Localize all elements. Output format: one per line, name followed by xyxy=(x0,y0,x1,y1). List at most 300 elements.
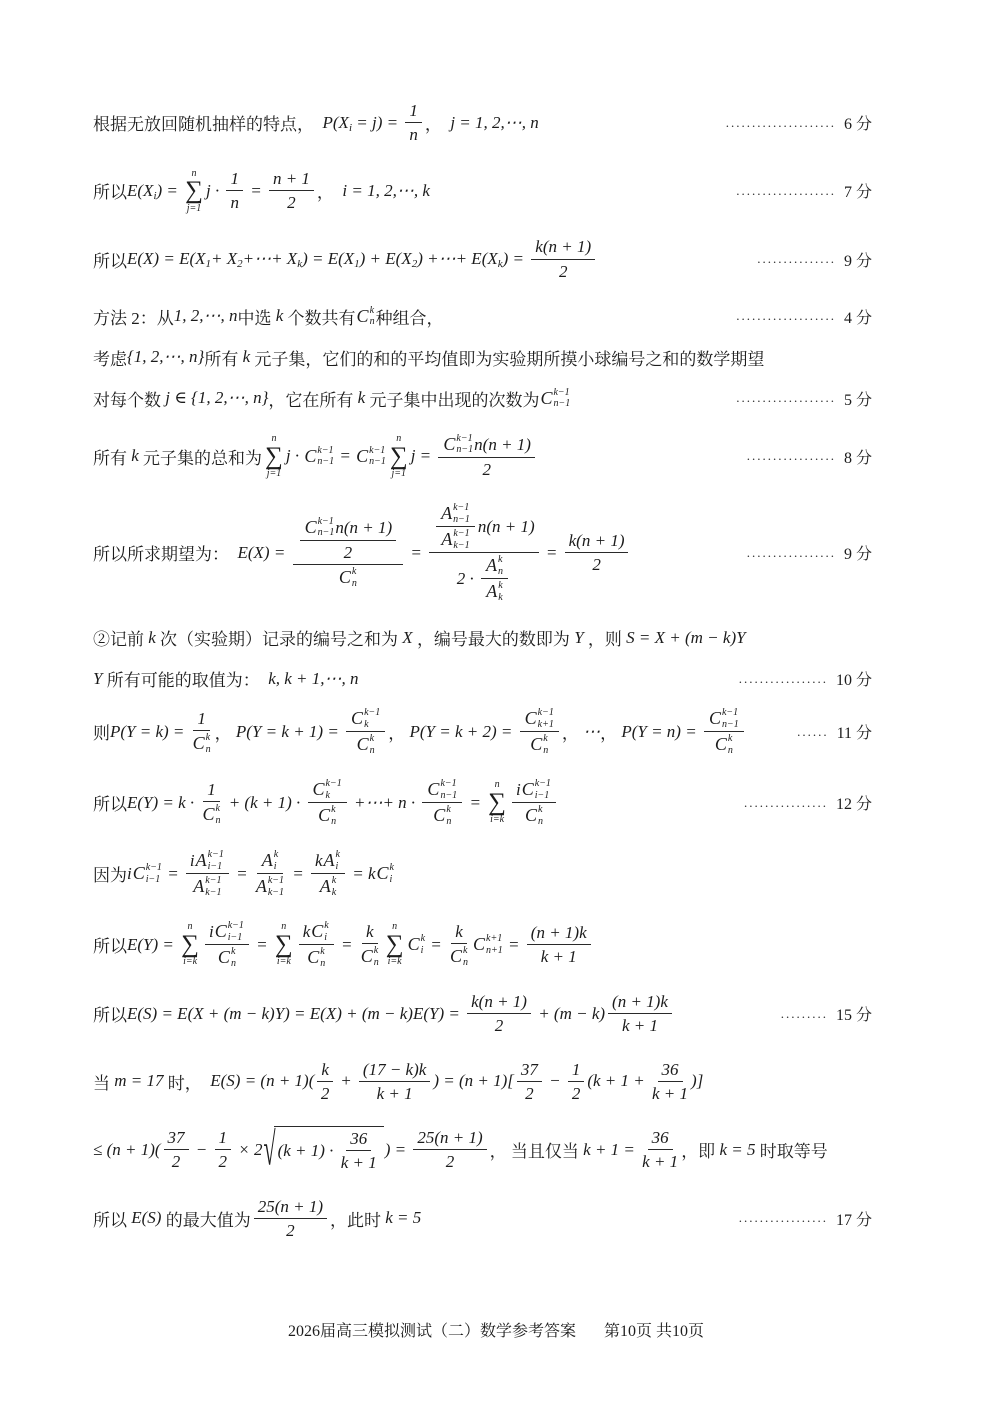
math-text: 2 xyxy=(445,1152,455,1172)
math-text: k(n + 1) xyxy=(471,992,527,1011)
math-text: = xyxy=(465,792,486,812)
solution-line-16 xyxy=(93,1059,872,1105)
combinatorial-symbol: C k−1 k xyxy=(351,707,381,730)
combinatorial-symbol: C k−1 k xyxy=(312,778,342,801)
score-mark: 8 分 xyxy=(843,449,872,467)
math-text: n(n + 1) xyxy=(477,516,535,536)
math-line xyxy=(93,304,444,329)
combinatorial-symbol: C k n xyxy=(318,804,337,827)
combinatorial-symbol: C k n xyxy=(433,804,452,827)
score-mark: 10 分 xyxy=(835,672,872,689)
solution-line-3 xyxy=(93,236,872,282)
combinatorial-symbol: C k i xyxy=(376,862,394,885)
dot-leader: ................... xyxy=(736,308,836,324)
score-mark: 15 分 xyxy=(835,1007,872,1025)
combinatorial-symbol: C k−1 n−1 xyxy=(443,432,474,456)
summation-icon: n ∑ j=1 xyxy=(185,167,203,214)
fraction xyxy=(205,920,249,969)
math-line xyxy=(93,168,430,215)
fraction xyxy=(215,1127,232,1173)
text-run: ，它在所有 xyxy=(268,390,354,410)
math-text: k xyxy=(365,921,374,941)
combinatorial-symbol: C k−1 n−1 xyxy=(304,515,335,539)
score-mark: 5 分 xyxy=(843,391,872,409)
math-text: S = X + (m − k)Y xyxy=(621,627,746,647)
math-text: k + 1 xyxy=(642,1152,679,1172)
math-text: 36 xyxy=(350,1129,368,1148)
text-run: 对每个数 xyxy=(93,390,161,410)
text-run: ，此时 xyxy=(330,1210,382,1230)
math-group xyxy=(190,849,225,872)
dot-leader: ................. xyxy=(738,670,828,686)
solution-line-15 xyxy=(93,991,872,1037)
math-text: − xyxy=(191,1139,212,1159)
math-text: P(X xyxy=(322,112,349,132)
math-text: (k + 1 + xyxy=(587,1071,649,1091)
math-text: 2 xyxy=(171,1152,181,1172)
math-text: = xyxy=(426,934,447,954)
math-text: ) + E(X xyxy=(359,249,412,268)
math-text: + (k + 1) · xyxy=(224,792,305,812)
math-line xyxy=(93,778,559,827)
math-text: 2 xyxy=(592,555,601,574)
solution-line-1 xyxy=(93,100,872,146)
math-line xyxy=(93,920,594,969)
text-run: 当 xyxy=(93,1073,110,1093)
math-text: (17 − k)k xyxy=(362,1059,427,1079)
combinatorial-symbol: C k n xyxy=(714,733,733,756)
fraction xyxy=(517,1059,542,1105)
solution-line-10 xyxy=(93,666,872,691)
math-text: k, k + 1,⋯, n xyxy=(259,668,359,688)
math-line xyxy=(93,991,675,1037)
solution-line-11 xyxy=(93,707,872,756)
math-text: P(Y = k + 2) = xyxy=(409,721,517,741)
combinatorial-symbol: C k+1 n+1 xyxy=(473,933,503,956)
fraction xyxy=(436,502,475,551)
math-text: = xyxy=(406,542,427,562)
fraction xyxy=(269,168,314,214)
combinatorial-symbol: C k i xyxy=(407,933,426,956)
combinatorial-symbol: C k n xyxy=(356,304,375,328)
math-text: E(X xyxy=(127,180,154,200)
fraction xyxy=(565,530,629,576)
math-text: k xyxy=(302,921,311,941)
fraction xyxy=(346,707,385,756)
combinatorial-symbol: A k−1 k−1 xyxy=(193,875,222,898)
subscript: i xyxy=(153,189,157,202)
math-text: ⋯ xyxy=(583,721,601,741)
fraction xyxy=(608,991,672,1037)
combinatorial-symbol: C k−1 n−1 xyxy=(427,778,458,801)
subscript: i xyxy=(348,121,352,134)
math-text: 1 xyxy=(409,101,418,120)
solution-line-4 xyxy=(93,304,872,329)
dot-leader: ................... xyxy=(736,390,836,406)
dot-leader: ................. xyxy=(746,544,836,560)
fraction xyxy=(359,1059,430,1105)
math-text: = xyxy=(541,542,562,562)
math-text: 1 xyxy=(230,169,239,189)
text-run: 方法 2：从 xyxy=(93,308,174,328)
math-text: + X xyxy=(211,249,238,268)
solution-line-14 xyxy=(93,920,872,969)
math-text: j · xyxy=(285,446,304,466)
score-mark: 11 分 xyxy=(836,725,872,742)
math-text: 2 xyxy=(571,1083,581,1103)
math-text: = xyxy=(162,863,183,883)
math-text: 1, 2,⋯, n xyxy=(173,306,238,326)
math-text: 2 xyxy=(482,459,491,479)
text-run: 所以 xyxy=(93,1006,127,1026)
math-line xyxy=(93,100,539,146)
subscript: k xyxy=(497,258,503,270)
math-line xyxy=(93,625,746,650)
combinatorial-symbol: C k−1 k+1 xyxy=(524,707,554,730)
text-run: 所有 xyxy=(204,349,239,369)
square-root xyxy=(263,1122,384,1175)
text-run: ，则 xyxy=(587,630,622,649)
math-text: 2 xyxy=(218,1152,228,1172)
math-text: 36 xyxy=(661,1059,679,1079)
math-text: n(n + 1) xyxy=(335,517,393,537)
math-text: 1 xyxy=(197,708,206,728)
combinatorial-symbol: A k−1 i−1 xyxy=(195,849,224,872)
text-run: 的最大值为 xyxy=(165,1210,251,1230)
text-run: 时取等号 xyxy=(759,1142,828,1162)
page-footer xyxy=(0,1318,992,1341)
text-run: 元子集，它们的和的平均值即为实验期所摸小球编号之和的数学期望 xyxy=(254,349,765,369)
math-text: 2 xyxy=(558,261,568,281)
text-run: 种组合， xyxy=(375,308,444,328)
math-text: E(X) = xyxy=(229,542,290,562)
fraction xyxy=(254,1196,327,1242)
math-text: 37 xyxy=(520,1059,538,1079)
math-text: ) +⋯+ E(X xyxy=(417,249,498,268)
radical-icon: √ xyxy=(263,1122,276,1175)
math-text: (n + 1)k xyxy=(612,992,668,1011)
text-run: ， xyxy=(388,724,410,743)
combinatorial-symbol: C k−1 n−1 xyxy=(356,444,386,468)
math-text: {1, 2,⋯, n} xyxy=(127,347,205,367)
score-mark: 12 分 xyxy=(835,796,872,813)
fraction xyxy=(299,920,334,969)
math-text: n xyxy=(230,193,239,213)
math-text: E(S) = E(X + (m − k)Y) = E(X) + (m − k)E(Y) = xyxy=(127,1003,465,1023)
combinatorial-symbol: A k−1 n−1 xyxy=(441,502,470,525)
combinatorial-symbol: C k−1 i−1 xyxy=(132,862,162,885)
fraction xyxy=(405,100,422,146)
math-text: k xyxy=(127,446,144,466)
math-text: 36 xyxy=(651,1128,669,1147)
math-text: k xyxy=(144,627,161,647)
math-text: n xyxy=(409,125,418,145)
solution-line-7 xyxy=(93,433,872,480)
summation-icon: n ∑ i=k xyxy=(181,921,199,968)
combinatorial-symbol: C k i xyxy=(311,920,329,943)
fraction xyxy=(164,1127,189,1173)
math-text: (k + 1) · xyxy=(277,1140,338,1160)
score-mark: 9 分 xyxy=(843,546,872,563)
text-run: 所有可能的取值为： xyxy=(106,671,260,690)
math-text: k xyxy=(315,850,323,870)
math-group xyxy=(315,849,341,872)
fraction xyxy=(201,779,221,826)
math-text: Y xyxy=(569,627,588,647)
math-text: Y xyxy=(93,668,107,688)
math-line xyxy=(93,1122,828,1175)
math-text: k + 1 = xyxy=(578,1139,640,1159)
math-text: 25(n + 1) xyxy=(417,1128,483,1147)
math-text: 2 xyxy=(343,542,353,562)
math-line xyxy=(93,236,598,282)
math-text: P(Y = n) = xyxy=(621,721,701,741)
math-text: +⋯+ n · xyxy=(349,792,420,812)
fraction xyxy=(186,849,229,898)
subscript: 1 xyxy=(354,258,360,270)
fraction xyxy=(449,921,469,968)
math-text: k + 1 xyxy=(652,1083,689,1103)
solution-line-2 xyxy=(93,168,872,215)
math-text: 25(n + 1) xyxy=(257,1196,324,1216)
text-run: ②记前 xyxy=(93,630,144,649)
fraction xyxy=(255,849,285,898)
combinatorial-symbol: C k−1 i−1 xyxy=(214,920,244,943)
dot-leader: ................ xyxy=(743,794,828,810)
text-run: 所有 xyxy=(93,448,127,468)
subscript: 2 xyxy=(411,258,418,270)
math-text: 1 xyxy=(218,1128,228,1147)
math-group xyxy=(433,502,535,551)
math-text: ) = E(X xyxy=(302,249,355,268)
math-text: k + 1 xyxy=(376,1083,413,1103)
text-run: ， xyxy=(316,183,334,203)
fraction xyxy=(192,708,212,755)
math-text: +⋯+ X xyxy=(242,249,298,268)
combinatorial-symbol: C k n xyxy=(450,945,469,968)
fraction xyxy=(467,991,531,1037)
text-run: 所以 xyxy=(93,937,127,956)
text-run: 则 xyxy=(93,724,110,743)
solution-line-17 xyxy=(93,1122,872,1175)
dot-leader: ............... xyxy=(757,251,836,266)
math-text: ) = xyxy=(502,249,529,268)
text-run: 时， xyxy=(167,1073,202,1093)
text-run: 所以所求期望为： xyxy=(93,545,229,564)
subscript: 1 xyxy=(205,258,211,270)
math-text: E(S) xyxy=(127,1208,166,1228)
combinatorial-symbol: C k−1 i−1 xyxy=(521,778,551,801)
summation-icon: n ∑ i=k xyxy=(488,779,506,826)
fraction xyxy=(481,554,508,603)
fraction xyxy=(568,1059,585,1105)
math-text: = xyxy=(251,934,272,954)
math-line xyxy=(93,433,538,480)
math-text: (n + 1)k xyxy=(530,922,587,942)
fraction xyxy=(527,922,591,968)
text-run: ，编号最大的数即为 xyxy=(416,630,570,649)
footer-title: 2026届高三模拟测试（二）数学参考答案 xyxy=(287,1323,576,1340)
combinatorial-symbol: C k−1 n−1 xyxy=(708,707,739,730)
fraction xyxy=(531,236,595,282)
math-group xyxy=(442,433,531,456)
fraction xyxy=(642,1127,678,1173)
math-line xyxy=(93,345,764,370)
fraction xyxy=(413,1127,486,1173)
fraction xyxy=(293,516,404,589)
math-text: n(n + 1) xyxy=(474,434,531,454)
math-text: j = xyxy=(410,446,436,466)
math-text: = xyxy=(335,446,356,466)
fraction xyxy=(704,707,744,756)
math-text: 1 xyxy=(571,1059,581,1079)
subscript: k xyxy=(297,258,303,270)
math-text: i xyxy=(189,850,195,870)
combinatorial-symbol: A k k xyxy=(319,875,337,898)
math-group xyxy=(304,516,393,539)
math-line xyxy=(93,1196,421,1242)
math-text: n + 1 xyxy=(272,169,310,189)
combinatorial-symbol: C k n xyxy=(524,804,543,827)
combinatorial-symbol: C k−1 n−1 xyxy=(304,444,335,468)
math-line xyxy=(93,386,571,411)
math-text: = k xyxy=(348,863,376,883)
math-text: P(Y = k) = xyxy=(110,721,189,741)
fraction xyxy=(429,502,539,603)
text-run: ， xyxy=(561,724,584,743)
math-text: 1 xyxy=(207,779,216,799)
math-line xyxy=(93,707,747,756)
math-text: m = 17 xyxy=(110,1071,168,1091)
dot-leader: ...... xyxy=(797,723,829,739)
math-text: i xyxy=(208,921,214,941)
math-text: k = 5 xyxy=(715,1139,760,1159)
combinatorial-symbol: C k n xyxy=(217,946,236,969)
math-text: 37 xyxy=(167,1128,185,1147)
combinatorial-symbol: A k i xyxy=(261,849,279,872)
text-run: 所以 xyxy=(93,795,127,814)
text-run: 次（实验期）记录的编号之和为 xyxy=(160,630,399,649)
math-text: E(X) = E(X xyxy=(127,249,206,268)
math-text: k + 1 xyxy=(340,1153,377,1173)
math-text: j ∈ {1, 2,⋯, n} xyxy=(161,388,269,408)
text-run: 考虑 xyxy=(93,349,127,369)
math-text: k(n + 1) xyxy=(535,237,592,257)
score-mark: 17 分 xyxy=(835,1211,872,1229)
combinatorial-symbol: A k i xyxy=(323,849,340,872)
fraction xyxy=(311,849,345,898)
math-text: k xyxy=(238,347,255,367)
text-run: ，即 xyxy=(681,1142,716,1162)
summation-icon: n ∑ i=k xyxy=(385,921,404,968)
text-run: 个数共有 xyxy=(287,308,356,328)
math-group xyxy=(278,1128,380,1174)
math-text: = xyxy=(288,863,308,883)
text-run: 所以 xyxy=(93,1210,127,1230)
math-text: k + 1 xyxy=(621,1016,658,1036)
text-run: 当且仅当 xyxy=(510,1142,579,1162)
fraction xyxy=(512,778,556,827)
math-text: i xyxy=(127,863,132,883)
score-mark: 9 分 xyxy=(843,252,872,270)
combinatorial-symbol: C k n xyxy=(530,733,549,756)
solution-line-9 xyxy=(93,625,872,650)
footer-page-number: 第10页 共10页 xyxy=(604,1323,705,1340)
combinatorial-symbol: C k n xyxy=(360,945,379,968)
fraction xyxy=(360,921,380,968)
math-group xyxy=(457,554,511,603)
math-text: )] xyxy=(691,1071,704,1091)
fraction xyxy=(438,433,535,480)
fraction xyxy=(422,778,462,827)
math-text: 2 xyxy=(494,1016,504,1036)
math-line xyxy=(93,502,631,603)
math-text: j · xyxy=(205,180,224,200)
math-group xyxy=(209,920,245,943)
text-run: 元子集的总和为 xyxy=(143,448,263,468)
summation-icon: n ∑ i=k xyxy=(274,921,293,968)
math-line xyxy=(93,849,395,898)
fraction xyxy=(308,778,347,827)
dot-leader: ................. xyxy=(746,448,836,464)
score-mark: 6 分 xyxy=(843,116,872,134)
math-text: k(n + 1) xyxy=(568,530,625,550)
solution-line-8 xyxy=(93,502,872,603)
math-text: P(Y = k + 1) = xyxy=(235,721,344,741)
math-group xyxy=(516,778,552,801)
math-text: k xyxy=(321,1059,329,1079)
text-run: ， xyxy=(214,724,236,743)
combinatorial-symbol: A k−1 k−1 xyxy=(441,528,470,551)
math-text: = j) = xyxy=(352,112,403,132)
combinatorial-symbol: C k n xyxy=(202,803,221,826)
math-text: ≤ (n + 1)( xyxy=(93,1139,161,1159)
math-text: k = 5 xyxy=(381,1208,422,1228)
math-text: E(Y) = k · xyxy=(127,792,199,812)
text-run: 因为 xyxy=(93,866,127,885)
combinatorial-symbol: C k n xyxy=(356,733,375,756)
math-line xyxy=(93,1059,703,1105)
summation-icon: n ∑ j=1 xyxy=(389,433,408,480)
math-text: k + 1 xyxy=(540,947,577,966)
dot-leader: ................... xyxy=(736,182,836,198)
combinatorial-symbol: A k k xyxy=(486,580,503,603)
text-run: 所以 xyxy=(93,251,127,271)
math-text: i = 1, 2,⋯, k xyxy=(333,180,430,200)
math-text: ) = (n + 1)[ xyxy=(433,1071,514,1091)
math-text: = xyxy=(245,180,266,200)
combinatorial-symbol: A k−1 k−1 xyxy=(255,875,285,898)
math-text: + (m − k) xyxy=(533,1003,606,1023)
score-mark: 4 分 xyxy=(843,309,872,327)
dot-leader: ......... xyxy=(780,1005,828,1021)
math-text: ) = xyxy=(156,180,183,200)
text-run: ， xyxy=(489,1142,511,1162)
math-text: 2 xyxy=(286,1220,295,1240)
solution-line-5 xyxy=(93,345,872,370)
math-text: + xyxy=(335,1071,356,1091)
math-group xyxy=(303,920,330,943)
text-run: 根据无放回随机抽样的特点， xyxy=(93,115,323,135)
math-text: 2 xyxy=(525,1083,534,1103)
math-text: 2 · xyxy=(456,568,478,588)
solution-line-13 xyxy=(93,849,872,898)
math-line xyxy=(93,666,359,691)
math-text: E(Y) = xyxy=(127,934,179,954)
text-run: 所以 xyxy=(93,183,127,203)
math-text: 2 xyxy=(320,1083,330,1103)
dot-leader: ................. xyxy=(738,1210,828,1226)
